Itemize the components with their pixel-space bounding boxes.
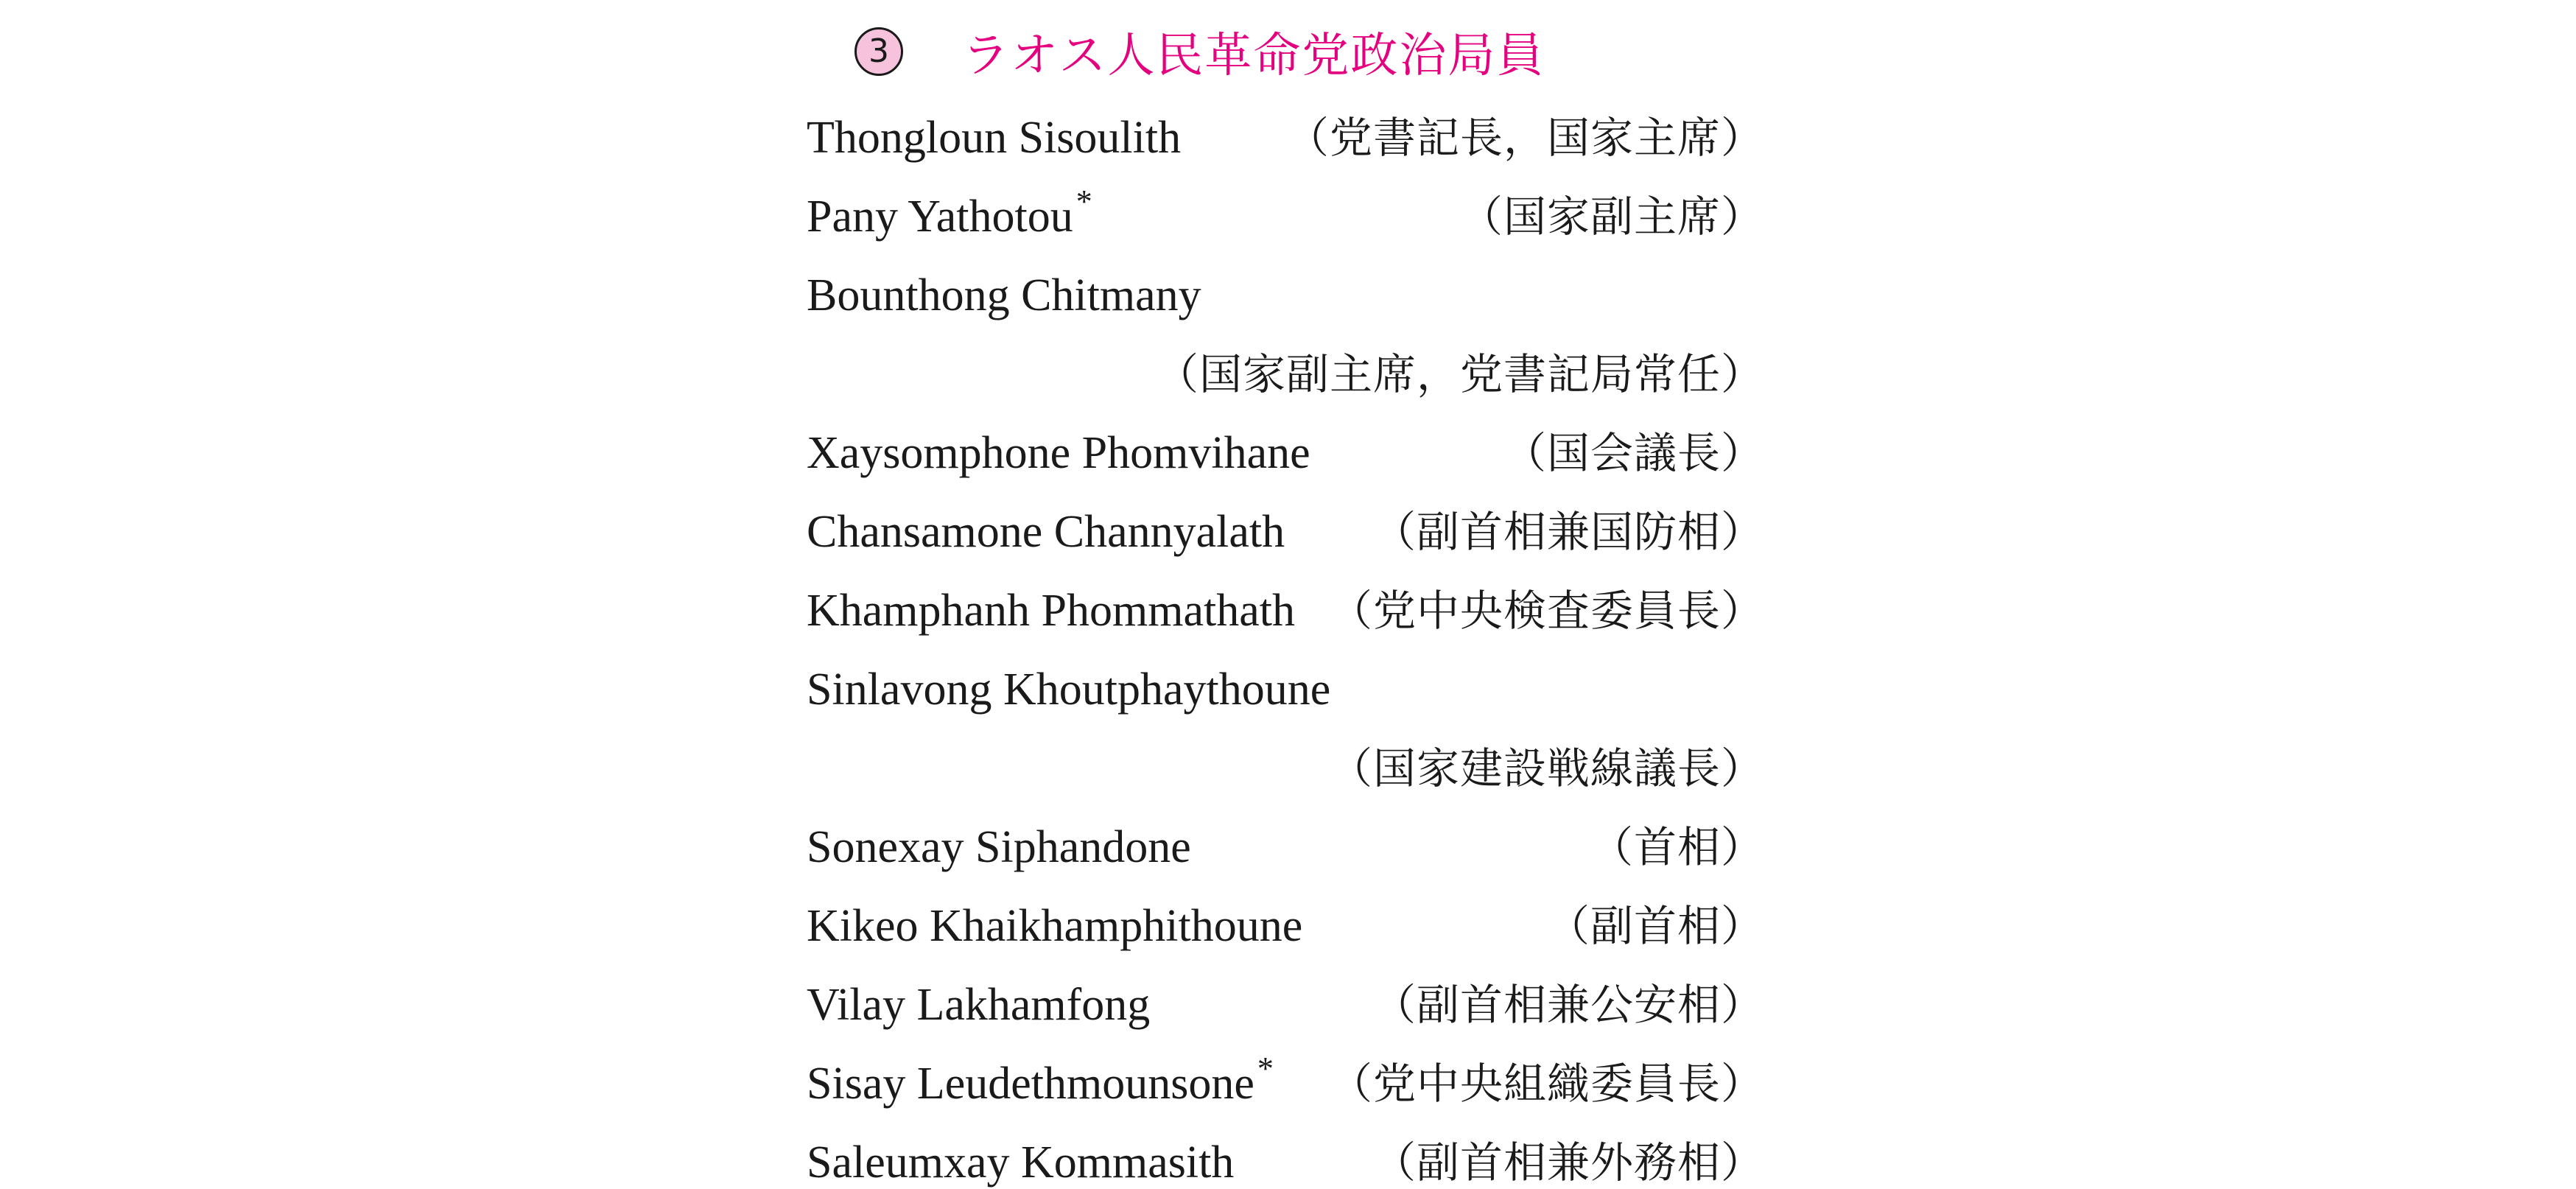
member-row (807, 961, 1764, 1040)
member-name: Sinlavong Khoutphaythoune (807, 664, 1331, 715)
member-row (807, 488, 1764, 567)
member-row (807, 1119, 1764, 1189)
member-row (807, 173, 1764, 252)
section-number-badge (854, 27, 903, 76)
member-role: （国家副主席） (1459, 191, 1764, 242)
member-role: （国家建設戦線議長） (1329, 743, 1764, 793)
member-role-continuation (807, 331, 1764, 410)
member-name: Thongloun Sisoulith (807, 112, 1182, 163)
member-role: （国会議長） (1503, 427, 1764, 478)
member-name: Sisay Leudethmounsone* (807, 1050, 1274, 1109)
member-row (807, 410, 1764, 488)
member-name: Vilay Lakhamfong (807, 979, 1151, 1030)
member-role-continuation (807, 725, 1764, 804)
member-name: Sonexay Siphandone (807, 821, 1191, 872)
member-role: （国家副主席，党書記局常任） (1155, 348, 1764, 399)
politburo-member-list (807, 94, 1764, 1189)
member-role: （副首相） (1546, 900, 1764, 951)
member-role: （党中央検査委員長） (1329, 585, 1764, 636)
section-number: 3 (868, 32, 889, 70)
member-row (807, 646, 1764, 725)
member-row (807, 883, 1764, 961)
member-role: （党中央組織委員長） (1329, 1058, 1764, 1109)
member-name: Pany Yathotou* (807, 183, 1092, 242)
member-row (807, 804, 1764, 883)
member-name: Bounthong Chitmany (807, 270, 1201, 320)
member-name: Xaysomphone Phomvihane (807, 427, 1310, 478)
member-role: （副首相兼外務相） (1372, 1137, 1764, 1188)
member-name: Kikeo Khaikhamphithoune (807, 900, 1303, 951)
member-name: Saleumxay Kommasith (807, 1137, 1235, 1188)
member-name: Khamphanh Phommathath (807, 585, 1295, 636)
member-row (807, 94, 1764, 173)
section-heading (854, 16, 1545, 87)
footnote-star: * (1257, 1050, 1274, 1087)
member-role: （副首相兼国防相） (1372, 506, 1764, 557)
member-row (807, 252, 1764, 331)
member-name: Chansamone Channyalath (807, 506, 1285, 557)
section-title: ラオス人民革命党政治局員 (962, 29, 1545, 83)
member-role: （副首相兼公安相） (1372, 979, 1764, 1030)
member-role: （党書記長，国家主席） (1285, 112, 1764, 163)
footnote-star: * (1075, 183, 1092, 220)
member-row (807, 1040, 1764, 1119)
member-row (807, 567, 1764, 646)
member-role: （首相） (1590, 821, 1764, 872)
